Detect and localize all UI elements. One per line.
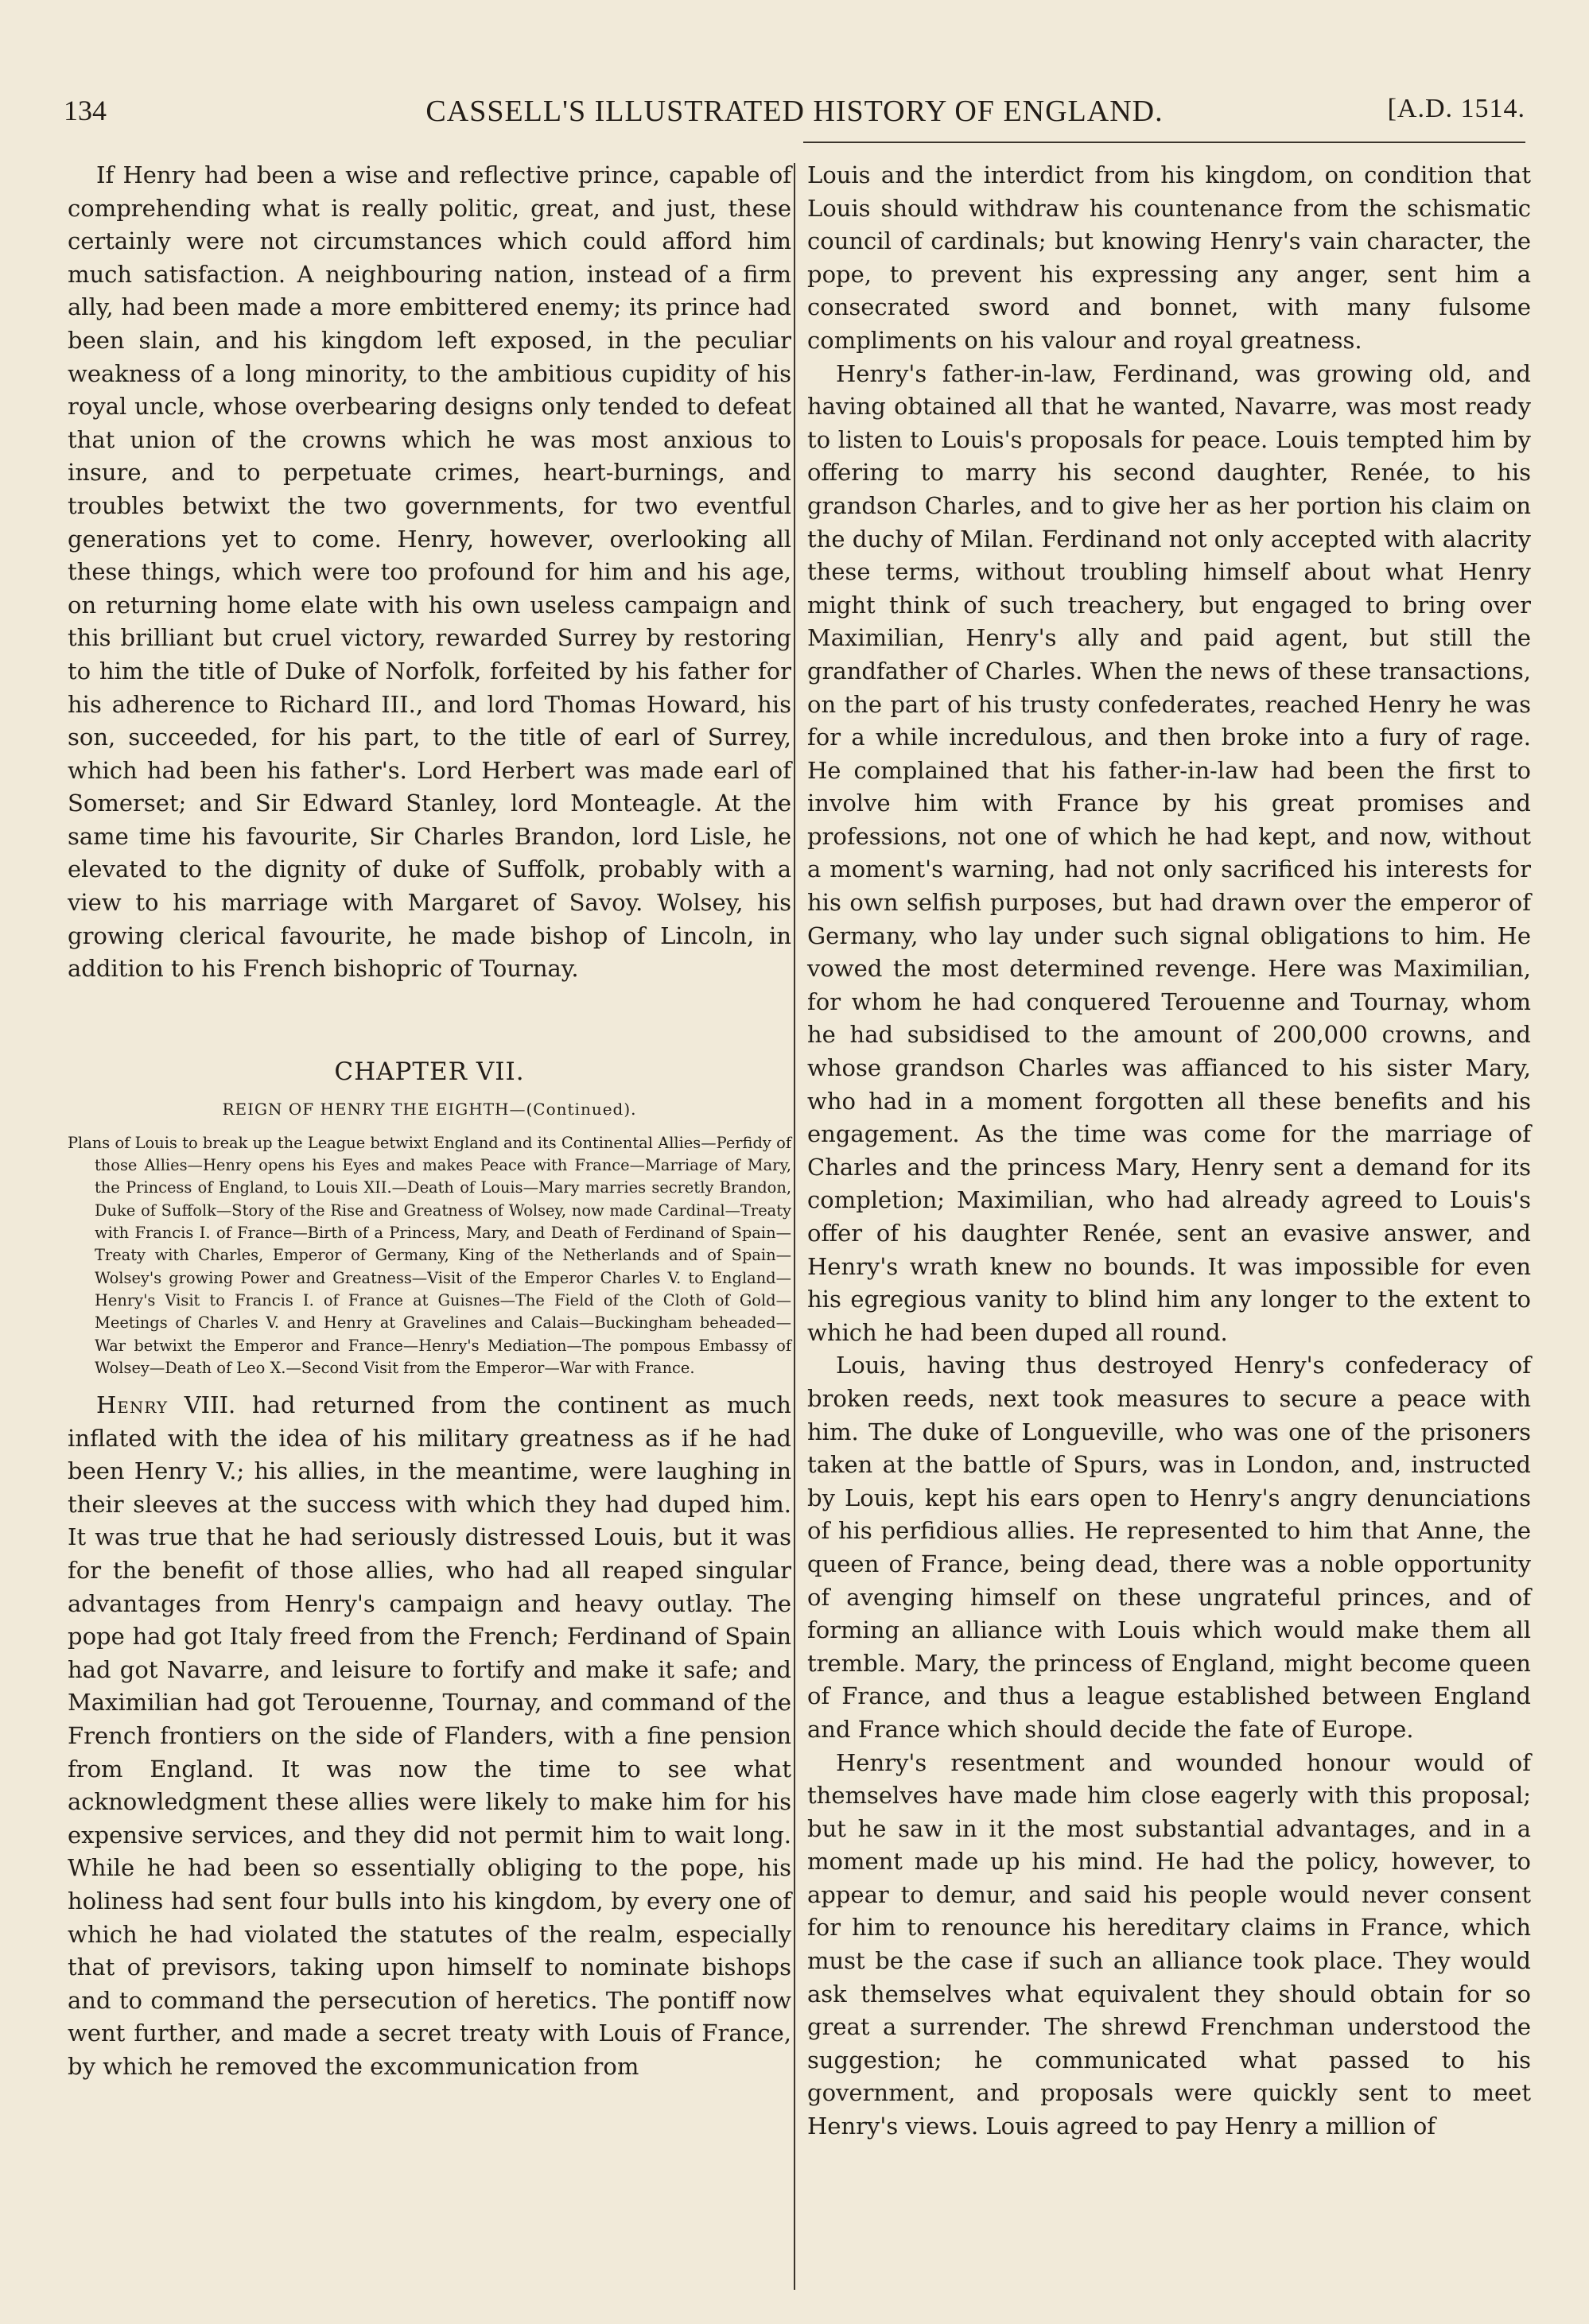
left-paragraph-2-text: VIII. had returned from the continent as much inflated with the idea of his military greatness as if he had been Henry V.; his allies, in the meantime, were laughing in their sleeves at the success with which they had duped him. It was true that he had seriously distressed Louis, but it was for the benefit of those allies, who had all reaped singular advantages from Henry's campaign and heavy outlay. The pope had got Italy freed from the French; Ferdinand of Spain had got Navarre, and leisure to fortify and make it safe; and Maximilian had got Terouenne, Tournay, and command of the French frontiers on the side of Flanders, with a fine pension from England. It was now the time to see what acknowledgment these allies were likely to make him for his expensive services, and they did not permit him to wait long. While he had been so essentially obliging to the pope, his holiness had sent four bulls into his kingdom, by every one of which he had violated the statutes of the realm, especially that of previsors, taking upon himself to nominate bishops and to command the persecution of heretics. The pontiff now went further, and made a secret treaty with Louis of France, by which he removed the excommunication from xyxy=(68,1391,791,2080)
chapter-heading xyxy=(68,1056,791,1119)
right-paragraph-4: Henry's resentment and wounded honour would of themselves have made him close eagerly with this proposal; but he saw in it the most substantial advantages, and in a moment made up his mind. He had the policy, however, to appear to demur, and said his people would never consent for him to renounce his hereditary claims in France, which must be the case if such an alliance took place. They would ask themselves what equivalent they should obtain for so great a surrender. The shrewd Frenchman understood the suggestion; he communicated what passed to his government, and proposals were quickly sent to meet Henry's views. Louis agreed to pay Henry a million of xyxy=(807,1748,1531,2140)
page-number: 134 xyxy=(64,95,107,126)
chapter-summary: Plans of Louis to break up the League betwixt England and its Continental Allies—Perfidy of those Allies—Henry opens his Eyes and makes Peace with France—Marriage of Mary, the Princess of England, to Louis XII.—Death of Louis—Mary marries secretly Brandon, Duke of Suffolk—Story of the Rise and Greatness of Wolsey, now made Cardinal—Treaty with Francis I. of France—Birth of a Princess, Mary, and Death of Ferdinand of Spain—Treaty with Charles, Emperor of Germany, King of the Netherlands and of Spain—Wolsey's growing Power and Greatness—Visit of the Emperor Charles V. to England—Henry's Visit to Francis I. of France at Guisnes—The Field of the Cloth of Gold—Meetings of Charles V. and Henry at Gravelines and Calais—Buckingham beheaded—War betwixt the Emperor and France—Henry's Mediation—The pompous Embassy of Wolsey—Death of Leo X.—Second Visit from the Emperor—War with France. xyxy=(68,1133,791,1377)
chapter-opening-word: Henry xyxy=(96,1391,169,1419)
column-divider xyxy=(794,163,795,2290)
chapter-subtitle: REIGN OF HENRY THE EIGHTH—(Continued). xyxy=(222,1099,637,1119)
left-paragraph-1: If Henry had been a wise and reflective prince, capable of comprehending what is really politic, great, and just, these certainly were not circumstances which could afford him much satisfaction. A neighbouring nation, instead of a firm ally, had been made a more embittered enemy; its prince had been slain, and his kingdom left exposed, in the peculiar weakness of a long minority, to the ambitious cupidity of his royal uncle, whose overbearing designs only tended to defeat that union of the crowns which he was most anxious to insure, and to perpetuate crimes, heart-burnings, and troubles betwixt the two governments, for two eventful generations yet to come. Henry, however, overlooking all these things, which were too profound for him and his age, on returning home elate with his own useless campaign and this brilliant but cruel victory, rewarded Surrey by restoring to him the title of Duke of Norfolk, forfeited by his father for his adherence to Richard III., and lord Thomas Howard, his son, succeeded, for his part, to the title of earl of Surrey, which had been his father's. Lord Herbert was made earl of Somerset; and Sir Edward Stanley, lord Monteagle. At the same time his favourite, Sir Charles Brandon, lord Lisle, he elevated to the dignity of duke of Suffolk, probably with a view to his marriage with Margaret of Savoy. Wolsey, his growing clerical favourite, he made bishop of Lincoln, in addition to his French bishopric of Tournay. xyxy=(68,161,791,983)
right-paragraph-3: Louis, having thus destroyed Henry's confederacy of broken reeds, next took measures to secure a peace with him. The duke of Longueville, who was one of the prisoners taken at the battle of Spurs, was in London, and, instructed by Louis, kept his ears open to Henry's angry denunciations of his perfidious allies. He represented to him that Anne, the queen of France, being dead, there was a noble opportunity of avenging himself on these ungrateful princes, and of forming an alliance with Louis which would make them all tremble. Mary, the princess of England, might become queen of France, and thus a league established between England and France which should decide the fate of Europe. xyxy=(807,1352,1531,1743)
page-header xyxy=(64,94,1525,142)
running-title: CASSELL'S ILLUSTRATED HISTORY OF ENGLAND. xyxy=(425,95,1164,128)
chapter-title: CHAPTER VII. xyxy=(334,1057,525,1086)
right-paragraph-2: Henry's father-in-law, Ferdinand, was growing old, and having obtained all that he wanted, Navarre, was most ready to listen to Louis's proposals for peace. Louis tempted him by offering to marry his second daughter, Renée, to his grandson Charles, and to give her as her portion his claim on the duchy of Milan. Ferdinand not only accepted with alacrity these terms, without troubling himself about what Henry might think of such treachery, but engaged to bring over Maximilian, Henry's ally and paid agent, but still the grandfather of Charles. When the news of these transactions, on the part of his trusty confederates, reached Henry he was for a while incredulous, and then broke into a fury of rage. He complained that his father-in-law had been the first to involve him with France by his great promises and professions, not one of which he had kept, and now, without a moment's warning, had not only sacrificed his interests for his own selfish purposes, but had drawn over the emperor of Germany, who lay under such signal obligations to him. He vowed the most determined revenge. Here was Maximilian, for whom he had conquered Terouenne and Tournay, whom he had subsidised to the amount of 200,000 crowns, and whose grandson Charles was affianced to his sister Mary, who had in a moment forgotten all these benefits and his engagement. As the time was come for the marriage of Charles and the princess Mary, Henry sent a demand for its completion; Maximilian, who had already agreed to Louis's offer of his daughter Renée, sent an evasive answer, and Henry's wrath knew no bounds. It was impossible for even his egregious vanity to blind him any longer to the extent to which he had been duped all round. xyxy=(807,359,1531,1346)
left-column xyxy=(68,159,791,2084)
right-paragraph-1: Louis and the interdict from his kingdom, on condition that Louis should withdraw his countenance from the schismatic council of cardinals; but knowing Henry's vain character, the pope, to prevent his expressing any anger, sent him a consecrated sword and bonnet, with many fulsome compliments on his valour and royal greatness. xyxy=(807,161,1531,354)
left-paragraph-2 xyxy=(68,1389,791,2083)
header-rule xyxy=(803,142,1525,143)
right-column xyxy=(807,159,1531,2144)
header-date: [A.D. 1514. xyxy=(1387,94,1525,123)
